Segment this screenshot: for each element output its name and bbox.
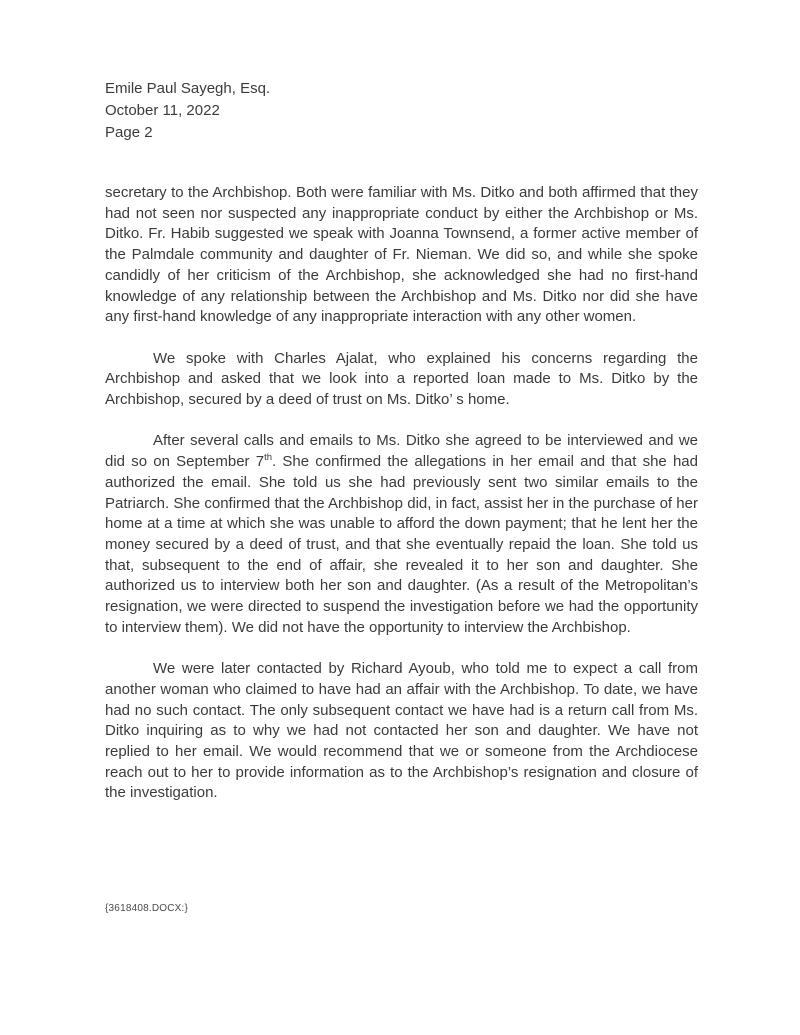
document-id-stamp: {3618408.DOCX:} (105, 903, 189, 914)
letter-header (105, 78, 505, 144)
letter-body (105, 183, 698, 825)
ordinal-superscript: th (264, 452, 273, 464)
paragraph-ditko-interview-text-end: . She confirmed the allegations in her email and that she had authorized the email. She told us she had previously sent two similar emails to the Patriarch. She confirmed that the Archbishop did, in fact, assist her in the purchase of her home at a time at which she was unable to afford the down payment; that he lent her the money secured by a deed of trust, and that she eventually repaid the loan. She told us that, subsequent to the end of affair, she revealed it to her son and daughter. She authorized us to interview both her son and daughter. (As a result of the Metropolitan’s resignation, we were directed to suspend the investigation before we had the opportunity to interview them). We did not have the opportunity to interview the Archbishop. (105, 453, 698, 636)
paragraph-continuation: secretary to the Archbishop. Both were familiar with Ms. Ditko and both affirmed that they had not seen nor suspected any inappropriate conduct by either the Archbishop or Ms. Ditko. Fr. Habib suggested we speak with Joanna Townsend, a former active member of the Palmdale community and daughter of Fr. Nieman. We did so, and while she spoke candidly of her criticism of the Archbishop, she acknowledged she had no first-hand knowledge of any relationship between the Archbishop and Ms. Ditko nor did she have any first-hand knowledge of any inappropriate interaction with any other women. (105, 184, 698, 326)
header-page-number: Page 2 (105, 124, 153, 141)
letter-footer (105, 903, 188, 914)
paragraph-ditko-interview-text-start: After several calls and emails to Ms. Ditko she agreed to be interviewed and we did so on September 7 (105, 432, 698, 471)
paragraph-ditko-interview (105, 431, 698, 638)
header-date: October 11, 2022 (105, 102, 220, 119)
paragraph-charles-ajalat: We spoke with Charles Ajalat, who explained his concerns regarding the Archbishop and asked that we look into a reported loan made to Ms. Ditko by the Archbishop, secured by a deed of trust on Ms. Ditko’ s home. (105, 349, 698, 409)
paragraph-richard-ayoub: We were later contacted by Richard Ayoub, who told me to expect a call from another woman who claimed to have had an affair with the Archbishop. To date, we have had no such contact. The only subsequent contact we have had is a return call from Ms. Ditko inquiring as to why we had not contacted her son and daughter. We have not replied to her email. We would recommend that we or someone from the Archdiocese reach out to her to provide information as to the Archbishop’s resignation and closure of the investigation. (105, 660, 698, 802)
header-recipient: Emile Paul Sayegh, Esq. (105, 80, 271, 97)
